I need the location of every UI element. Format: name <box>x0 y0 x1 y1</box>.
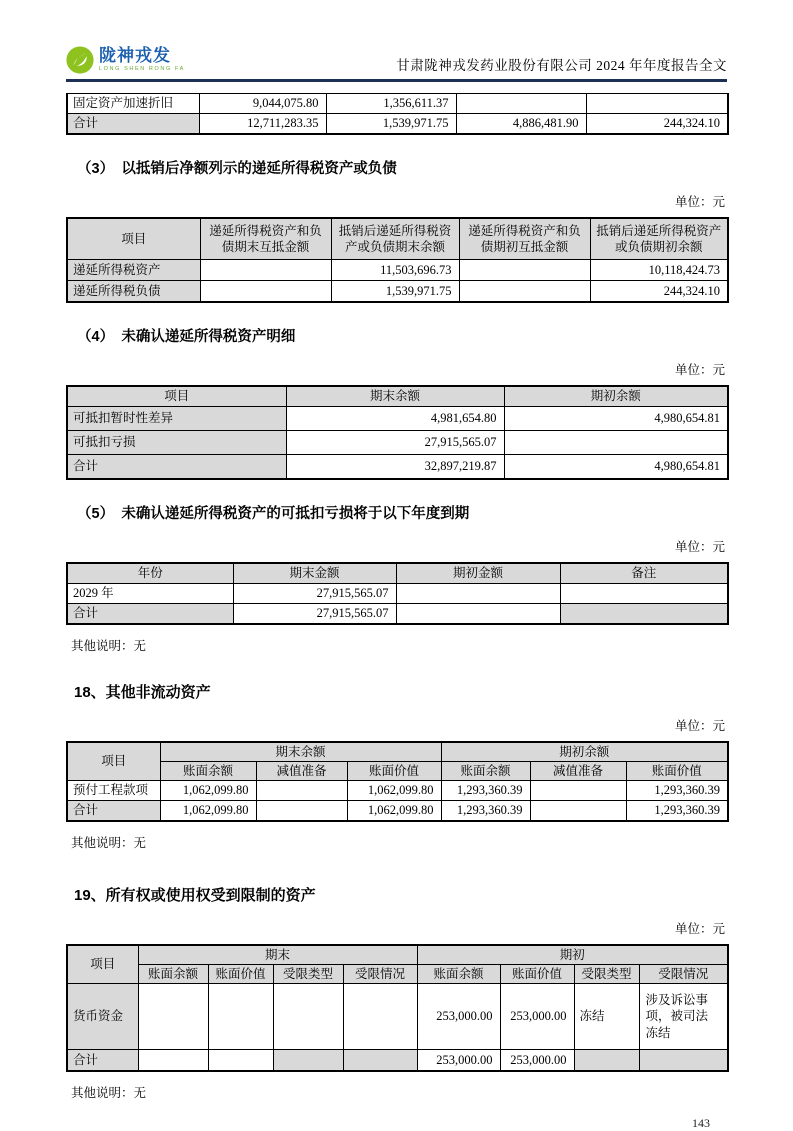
header-cell: 账面余额 <box>441 761 530 780</box>
header-row <box>67 742 728 762</box>
cell <box>343 1050 417 1071</box>
cell <box>530 781 626 801</box>
cell: 1,062,099.80 <box>347 801 441 821</box>
row-label: 合计 <box>67 1050 138 1071</box>
header-row <box>67 386 728 407</box>
cell: 1,539,971.75 <box>326 114 456 134</box>
section-heading-19: 19、所有权或使用权受到限制的资产 <box>74 886 316 904</box>
cell <box>208 984 273 1050</box>
header-cell: 减值准备 <box>530 761 626 780</box>
cell <box>138 984 208 1050</box>
cell <box>456 94 586 114</box>
header-cell: 受限类型 <box>574 964 639 983</box>
cell <box>200 281 331 302</box>
deductible-loss-expiry-table <box>66 562 729 625</box>
other-noncurrent-assets-table <box>66 741 729 822</box>
header-group-begin: 期初余额 <box>441 742 728 762</box>
header-cell: 期末余额 <box>286 386 504 407</box>
cell <box>396 604 560 624</box>
row-label: 递延所得税负债 <box>67 281 200 302</box>
cell: 1,293,360.39 <box>441 781 530 801</box>
header-group-end: 期末 <box>138 945 417 965</box>
header-cell: 账面价值 <box>626 761 728 780</box>
header-cell: 项目 <box>67 386 286 407</box>
table-row <box>67 584 728 604</box>
unit-label: 单位：元 <box>674 194 725 209</box>
header-cell: 递延所得税资产和负债期末互抵金额 <box>200 218 331 260</box>
table-row <box>67 260 728 281</box>
cell <box>504 431 728 455</box>
cell: 1,293,360.39 <box>626 781 728 801</box>
header-group-end: 期末余额 <box>160 742 441 762</box>
table-row <box>67 281 728 302</box>
header-cell: 账面价值 <box>500 964 574 983</box>
header-cell: 受限情况 <box>639 964 728 983</box>
table-row-total <box>67 604 728 624</box>
logo-text <box>99 47 185 73</box>
company-logo <box>66 46 185 74</box>
row-label: 可抵扣暂时性差异 <box>67 407 286 431</box>
cell: 27,915,565.07 <box>233 604 396 624</box>
table-row-total <box>67 455 728 479</box>
cell <box>560 584 728 604</box>
cell <box>343 984 417 1050</box>
section-heading-5: （5） 未确认递延所得税资产的可抵扣亏损将于以下年度到期 <box>77 505 470 522</box>
cell <box>459 260 590 281</box>
section-heading-18: 18、其他非流动资产 <box>74 683 211 701</box>
header-row <box>67 218 728 260</box>
table-row-total <box>67 114 728 134</box>
cell <box>256 781 347 801</box>
section-heading-4: （4） 未确认递延所得税资产明细 <box>77 328 296 345</box>
table-row <box>67 984 728 1050</box>
header-cell: 期末金额 <box>233 563 396 584</box>
unrecognized-deferred-tax-table <box>66 385 729 480</box>
header-cell: 递延所得税资产和负债期初互抵金额 <box>459 218 590 260</box>
row-label: 合计 <box>67 114 199 134</box>
cell <box>574 1050 639 1071</box>
header-cell: 期初金额 <box>396 563 560 584</box>
cell: 1,062,099.80 <box>160 801 256 821</box>
cell <box>530 801 626 821</box>
cell <box>208 1050 273 1071</box>
logo-icon <box>66 46 94 74</box>
table-row <box>67 94 728 114</box>
header-cell: 抵销后递延所得税资产或负债期末余额 <box>331 218 459 260</box>
cell: 1,062,099.80 <box>160 781 256 801</box>
table-row <box>67 781 728 801</box>
cell <box>396 584 560 604</box>
page-number: 143 <box>692 1115 710 1130</box>
cell: 4,981,654.80 <box>286 407 504 431</box>
row-label: 预付工程款项 <box>67 781 160 801</box>
cell <box>256 801 347 821</box>
cell <box>459 281 590 302</box>
header-cell: 项目 <box>67 742 160 781</box>
report-title: 甘肃陇神戎发药业股份有限公司 2024 年年度报告全文 <box>396 58 727 73</box>
cell: 1,293,360.39 <box>441 801 530 821</box>
header-cell: 受限情况 <box>343 964 417 983</box>
row-label: 合计 <box>67 455 286 479</box>
header-row <box>67 563 728 584</box>
cell: 4,886,481.90 <box>456 114 586 134</box>
cell: 9,044,075.80 <box>199 94 326 114</box>
table-row <box>67 407 728 431</box>
cell: 冻结 <box>574 984 639 1050</box>
cell <box>639 1050 728 1071</box>
header-row <box>67 945 728 965</box>
table-row-total <box>67 1050 728 1071</box>
cell: 4,980,654.81 <box>504 407 728 431</box>
cell <box>273 984 343 1050</box>
header-cell: 账面余额 <box>138 964 208 983</box>
header-cell: 备注 <box>560 563 728 584</box>
header-cell: 年份 <box>67 563 233 584</box>
other-note: 其他说明：无 <box>71 1085 147 1100</box>
cell: 11,503,696.73 <box>331 260 459 281</box>
cell <box>138 1050 208 1071</box>
cell <box>560 604 728 624</box>
table-row <box>67 431 728 455</box>
header-cell: 减值准备 <box>256 761 347 780</box>
cell: 27,915,565.07 <box>286 431 504 455</box>
restricted-assets-table <box>66 944 729 1072</box>
row-label: 递延所得税资产 <box>67 260 200 281</box>
header-row <box>67 964 728 983</box>
header-cell: 账面余额 <box>160 761 256 780</box>
cell: 32,897,219.87 <box>286 455 504 479</box>
header-cell: 项目 <box>67 218 200 260</box>
row-label: 货币资金 <box>67 984 138 1050</box>
cell: 253,000.00 <box>417 984 500 1050</box>
doc-header <box>66 46 727 82</box>
unit-label: 单位：元 <box>674 921 725 936</box>
row-label: 合计 <box>67 801 160 821</box>
unit-label: 单位：元 <box>674 539 725 554</box>
header-cell: 账面余额 <box>417 964 500 983</box>
cell: 1,356,611.37 <box>326 94 456 114</box>
cell: 1,539,971.75 <box>331 281 459 302</box>
header-cell: 受限类型 <box>273 964 343 983</box>
header-cell: 抵销后递延所得税资产或负债期初余额 <box>590 218 728 260</box>
cell <box>200 260 331 281</box>
cell: 253,000.00 <box>500 984 574 1050</box>
cell: 253,000.00 <box>417 1050 500 1071</box>
cell: 253,000.00 <box>500 1050 574 1071</box>
table-row-total <box>67 801 728 821</box>
header-cell: 项目 <box>67 945 138 984</box>
row-label: 固定资产加速折旧 <box>67 94 199 114</box>
header-cell: 期初余额 <box>504 386 728 407</box>
header-row <box>67 761 728 780</box>
deferred-tax-net-table <box>66 217 729 303</box>
row-label: 可抵扣亏损 <box>67 431 286 455</box>
header-group-begin: 期初 <box>417 945 728 965</box>
row-label: 2029 年 <box>67 584 233 604</box>
row-label: 合计 <box>67 604 233 624</box>
cell: 244,324.10 <box>586 114 728 134</box>
other-note: 其他说明：无 <box>71 638 147 653</box>
cell: 4,980,654.81 <box>504 455 728 479</box>
section-heading-3: （3） 以抵销后净额列示的递延所得税资产或负债 <box>77 160 397 177</box>
logo-subtitle: LONG SHEN RONG FA <box>99 66 185 73</box>
deferred-tax-items-table-continued <box>66 93 729 135</box>
logo-name: 陇神戎发 <box>99 46 171 66</box>
header-cell: 账面价值 <box>347 761 441 780</box>
cell: 1,062,099.80 <box>347 781 441 801</box>
cell <box>273 1050 343 1071</box>
cell: 涉及诉讼事项，被司法冻结 <box>639 984 728 1050</box>
cell <box>586 94 728 114</box>
unit-label: 单位：元 <box>674 362 725 377</box>
unit-label: 单位：元 <box>674 718 725 733</box>
other-note: 其他说明：无 <box>71 835 147 850</box>
cell: 244,324.10 <box>590 281 728 302</box>
cell: 12,711,283.35 <box>199 114 326 134</box>
cell: 1,293,360.39 <box>626 801 728 821</box>
cell: 27,915,565.07 <box>233 584 396 604</box>
header-cell: 账面价值 <box>208 964 273 983</box>
cell: 10,118,424.73 <box>590 260 728 281</box>
